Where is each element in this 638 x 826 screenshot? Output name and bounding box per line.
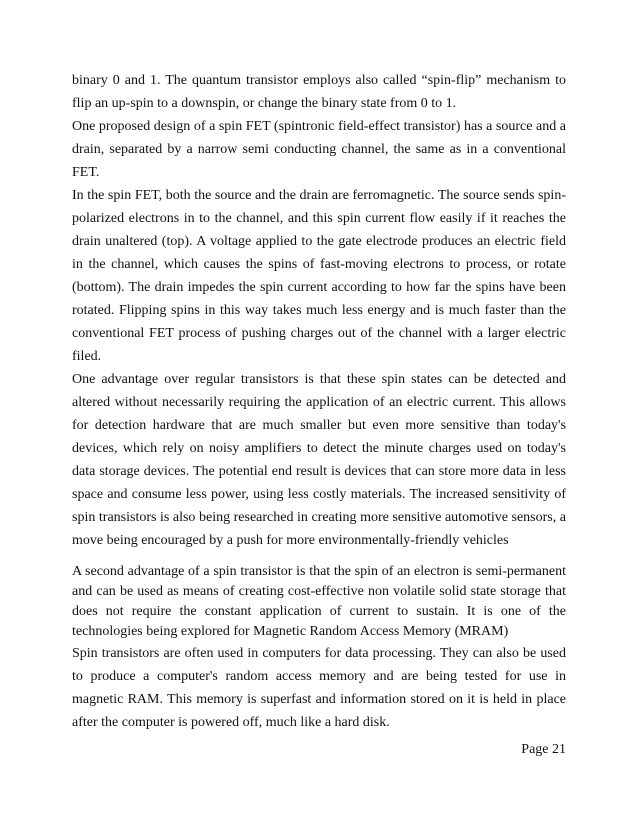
paragraph-applications: Spin transistors are often used in computers for data processing. They can also be used to produce a computer's random access memory and are being tested for use in magnetic RAM. This memory is superfast and information stored on it is held in place after the computer is powered off, much like a hard disk.	[72, 646, 566, 730]
paragraph-spin-fet-design: One proposed design of a spin FET (spintronic field-effect transistor) has a source and a drain, separated by a narrow semi conducting channel, the same as in a conventional FET.	[72, 119, 566, 180]
body-text	[72, 69, 566, 734]
page-number: Page 21	[521, 742, 566, 757]
paragraph-spin-fet-operation: In the spin FET, both the source and the drain are ferromagnetic. The source sends spin-polarized electrons in to the channel, and this spin current flow easily if it reaches the drain unaltered (top). A voltage applied to the gate electrode produces an electric field in the channel, which causes the spins of fast-moving electrons to process, or rotate (bottom). The drain impedes the spin current according to how far the spins have been rotated. Flipping spins in this way takes much less energy and is much faster than the conventional FET process of pushing charges out of the channel with a larger electric filed.	[72, 188, 566, 364]
paragraph-first-advantage: One advantage over regular transistors is that these spin states can be detected and altered without necessarily requiring the application of an electric current. This allows for detection hardware that are much smaller but even more sensitive than today's devices, which rely on noisy amplifiers to detect the minute charges used on today's data storage devices. The potential end result is devices that can store more data in less space and consume less power, using less costly materials. The increased sensitivity of spin transistors is also being researched in creating more sensitive automotive sensors, a move being encouraged by a push for more environmentally-friendly vehicles	[72, 372, 566, 548]
paragraph-spin-flip: binary 0 and 1. The quantum transistor employs also called “spin-flip” mechanism to flip an up-spin to a downspin, or change the binary state from 0 to 1.	[72, 73, 566, 111]
paragraph-second-advantage: A second advantage of a spin transistor is that the spin of an electron is semi-permanent and can be used as means of creating cost-effective non volatile solid state storage that does not require the constant application of current to sustain. It is one of the technologies being explored for Magnetic Random Access Memory (MRAM)	[72, 564, 566, 639]
